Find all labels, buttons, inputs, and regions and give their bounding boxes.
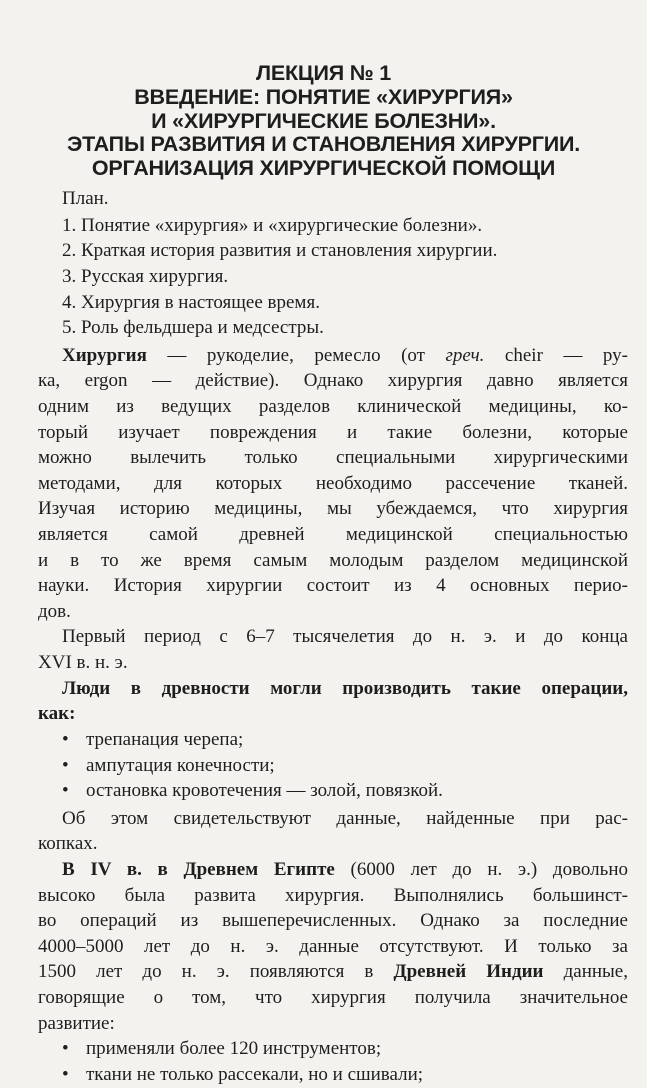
- paragraph-line: Изучая историю медицины, мы убеждаемся, что хирургия: [38, 498, 628, 520]
- bold-phrase: В IV в. в Древнем Египте: [62, 858, 335, 880]
- paragraph-line: [62, 857, 628, 883]
- bold-phrase: Древней Индии: [393, 961, 544, 983]
- paragraph-line: ка, ergon — действие). Однако хирургия давно является: [38, 370, 628, 392]
- bullet-icon: •: [62, 754, 69, 776]
- list-item-text: ткани не только рассекали, но и сшивали;: [86, 1063, 424, 1085]
- paragraph-line: Об этом свидетельствуют данные, найденные при рас-: [62, 807, 628, 829]
- paragraph-line: торый изучает повреждения и такие болезни, которые: [38, 421, 628, 443]
- paragraph-line: методами, для которых необходимо рассечение тканей.: [38, 472, 628, 494]
- paragraph-line: дов.: [38, 600, 71, 622]
- paragraph-line: и в то же время самым молодым разделом медицинской: [38, 549, 628, 571]
- plan-heading: План.: [62, 188, 109, 210]
- text-span: — рукоделие, ремесло (от: [146, 344, 446, 366]
- bullet-icon: •: [62, 728, 69, 750]
- text-span: cheir — ру-: [484, 344, 628, 366]
- paragraph-line: 4000–5000 лет до н. э. данные отсутствуют. И только за: [38, 935, 628, 957]
- title-line: ЛЕКЦИЯ № 1: [255, 61, 392, 85]
- title-line: ВВЕДЕНИЕ: ПОНЯТИЕ «ХИРУРГИЯ»: [134, 84, 513, 109]
- lecture-title: [40, 62, 607, 181]
- paragraph-line: развитие:: [38, 1012, 115, 1034]
- plan-item: 1. Понятие «хирургия» и «хирургические болезни».: [62, 214, 483, 236]
- bullet-icon: •: [62, 780, 69, 802]
- bullet-icon: •: [62, 1063, 69, 1085]
- list-item-text: остановка кровотечения — золой, повязкой.: [86, 780, 443, 802]
- paragraph-line: науки. История хирургии состоит из 4 основных перио-: [38, 575, 628, 597]
- term-surgery: Хирургия: [62, 344, 147, 366]
- text-span: данные,: [543, 961, 628, 983]
- paragraph-line: копках.: [38, 833, 98, 855]
- text-span: (6000 лет до н. э.) довольно: [334, 858, 628, 880]
- title-line: ОРГАНИЗАЦИЯ ХИРУРГИЧЕСКОЙ ПОМОЩИ: [91, 156, 556, 181]
- paragraph-line: Люди в древности могли производить такие операции,: [62, 677, 628, 699]
- greek-abbr: греч.: [445, 344, 485, 366]
- paragraph-line: Первый период с 6–7 тысячелетия до н. э. и до конца: [62, 626, 628, 648]
- list-item-text: ампутация конечности;: [86, 754, 275, 776]
- title-line: ЭТАПЫ РАЗВИТИЯ И СТАНОВЛЕНИЯ ХИРУРГИИ.: [66, 132, 581, 157]
- bullet-icon: •: [62, 1038, 69, 1060]
- paragraph-line: во операций из вышеперечисленных. Однако за последние: [38, 910, 628, 932]
- list-item-text: применяли более 120 инструментов;: [86, 1038, 382, 1060]
- paragraph-line: XVI в. н. э.: [38, 652, 128, 674]
- plan-item: 3. Русская хирургия.: [62, 265, 229, 287]
- paragraph-line: говорящие о том, что хирургия получила значительное: [38, 987, 628, 1008]
- paragraph-line: можно вылечить только специальными хирургическими: [38, 447, 628, 469]
- paragraph-line: является самой древней медицинской специальностью: [38, 524, 628, 546]
- plan-item: 5. Роль фельдшера и медсестры.: [62, 317, 324, 339]
- paragraph-line: одним из ведущих разделов клинической медицины, ко-: [38, 396, 628, 417]
- paragraph-line: [62, 343, 628, 369]
- paragraph-line: [38, 959, 628, 985]
- paragraph-line: высоко была развита хирургия. Выполнялись большинст-: [38, 884, 628, 906]
- paragraph-line: как:: [38, 703, 76, 725]
- list-item-text: трепанация черепа;: [86, 728, 244, 750]
- text-span: 1500 лет до н. э. появляются в: [38, 961, 394, 983]
- plan-item: 4. Хирургия в настоящее время.: [62, 291, 320, 313]
- plan-item: 2. Краткая история развития и становления хирургии.: [62, 240, 498, 262]
- title-line: И «ХИРУРГИЧЕСКИЕ БОЛЕЗНИ».: [151, 108, 496, 133]
